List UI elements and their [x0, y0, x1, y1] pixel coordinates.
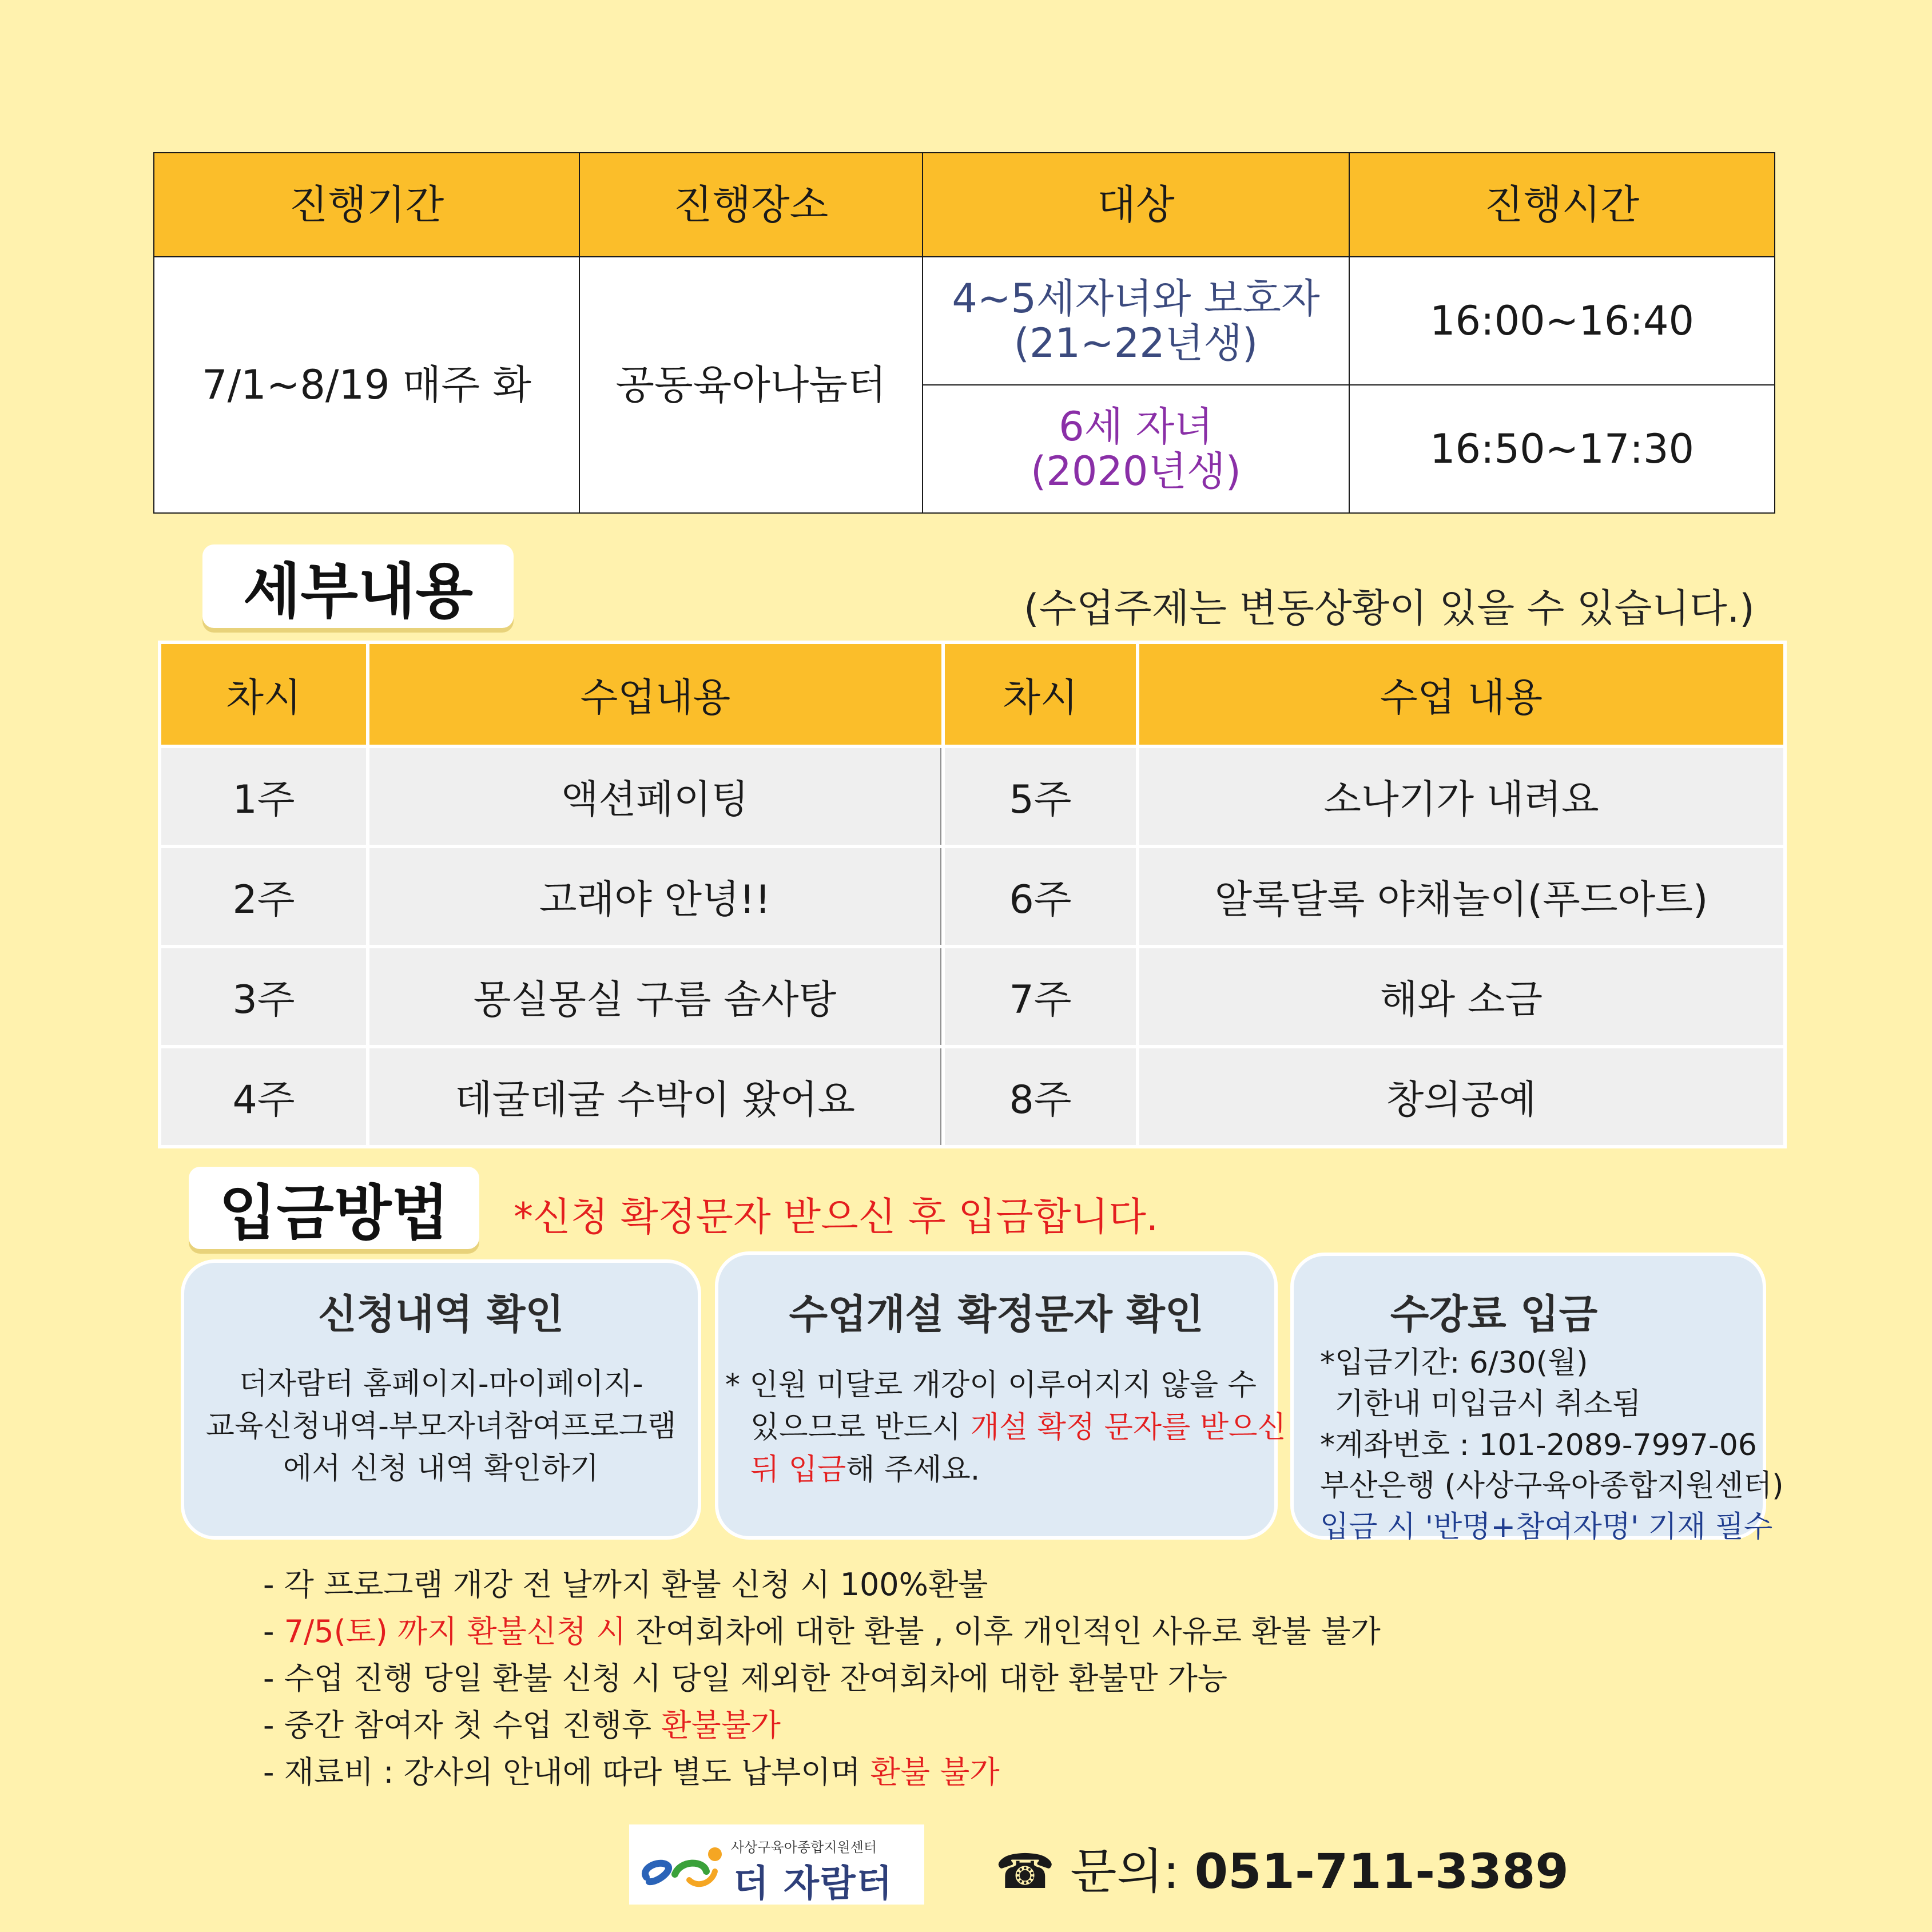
refund-line-4-highlight: 환불불가	[661, 1707, 781, 1743]
lesson-cell: 알록달록 야채놀이(푸드아트)	[1139, 848, 1783, 945]
card-application-check	[181, 1259, 701, 1540]
card-3-text	[1320, 1343, 1784, 1548]
card-2-line3-highlight: 뒤 입금	[750, 1452, 846, 1487]
lesson-header-row	[161, 644, 1783, 745]
card-confirm-message	[715, 1251, 1286, 1540]
card-1-line1: 더자람터 홈페이지-마이페이지-	[238, 1367, 643, 1401]
refund-notes	[263, 1561, 1381, 1796]
lesson-cell: 데굴데굴 수박이 왔어요	[369, 1048, 941, 1145]
lesson-cell: 고래야 안녕!!	[369, 848, 941, 945]
refund-line-5-plain: - 재료비 : 강사의 안내에 따라 별도 납부이며	[263, 1754, 870, 1790]
week-cell: 1주	[161, 748, 366, 845]
target-cell-2	[923, 385, 1349, 513]
refund-line-2	[263, 1608, 1381, 1655]
week-cell: 8주	[945, 1048, 1136, 1145]
target-2-line1: 6세 자녀	[1059, 403, 1213, 450]
target-1-line1: 4~5세자녀와 보호자	[952, 275, 1320, 322]
place-cell: 공동육아나눔터	[579, 257, 923, 513]
payment-title: 입금방법	[189, 1167, 479, 1249]
header-lesson-a: 수업내용	[369, 644, 941, 745]
week-cell: 6주	[945, 848, 1136, 945]
logo-mark-icon	[635, 1837, 726, 1894]
target-1-line2: (21~22년생)	[1013, 320, 1258, 367]
header-week-b: 차시	[945, 644, 1136, 745]
refund-line-5-highlight: 환불 불가	[870, 1754, 1000, 1790]
card-1-line3: 에서 신청 내역 확인하기	[283, 1451, 599, 1486]
week-cell: 3주	[161, 948, 366, 1045]
card-3-line4: 부산은행 (사상구육아종합지원센터)	[1320, 1469, 1784, 1504]
table-row	[161, 748, 1783, 845]
card-2-line2	[725, 1407, 1286, 1449]
phone-icon: ☎	[995, 1843, 1055, 1899]
card-2-line2-highlight: 개설 확정 문자를 받으신	[970, 1410, 1286, 1445]
schedule-header-row	[154, 153, 1775, 257]
payment-note: *신청 확정문자 받으신 후 입금합니다.	[514, 1195, 1159, 1240]
week-cell: 4주	[161, 1048, 366, 1145]
logo-name: 더 자람터	[733, 1863, 893, 1905]
target-cell-1	[923, 257, 1349, 385]
table-row	[161, 848, 1783, 945]
card-2-line3-plain: 해 주세요.	[846, 1452, 980, 1487]
logo-subtitle: 사상구육아종합지원센터	[731, 1839, 877, 1855]
card-2-line1: * 인원 미달로 개강이 이루어지지 않을 수	[725, 1368, 1257, 1402]
refund-line-3: - 수업 진행 당일 환불 신청 시 당일 제외한 잔여회차에 대한 환불만 가능	[263, 1660, 1228, 1696]
card-1-title: 신청내역 확인	[317, 1291, 565, 1338]
time-cell-1: 16:00~16:40	[1349, 257, 1775, 385]
card-3-line3: *계좌번호 : 101-2089-7997-06	[1320, 1428, 1757, 1462]
time-cell-2: 16:50~17:30	[1349, 385, 1775, 513]
details-title: 세부내용	[202, 544, 514, 628]
refund-line-4-plain: - 중간 참여자 첫 수업 진행후	[263, 1707, 662, 1743]
schedule-row-1	[154, 257, 1775, 385]
card-3-line5: 입금 시 '반명+참여자명' 기재 필수	[1320, 1510, 1773, 1544]
lesson-cell: 해와 소금	[1139, 948, 1783, 1045]
table-row	[161, 1048, 1783, 1145]
lesson-cell: 액션페이팅	[369, 748, 941, 845]
refund-line-1: - 각 프로그램 개강 전 날까지 환불 신청 시 100%환불	[263, 1567, 988, 1603]
header-period: 진행기간	[154, 153, 579, 257]
card-1-line2: 교육신청내역-부모자녀참여프로그램	[205, 1409, 677, 1444]
card-2-text	[725, 1365, 1286, 1491]
header-time: 진행시간	[1349, 153, 1775, 257]
week-cell: 7주	[945, 948, 1136, 1045]
card-2-title: 수업개설 확정문자 확인	[789, 1291, 1204, 1338]
card-3-title: 수강료 입금	[1390, 1291, 1598, 1338]
period-cell: 7/1~8/19 매주 화	[154, 257, 579, 513]
target-2-line2: (2020년생)	[1030, 448, 1241, 495]
week-cell: 5주	[945, 748, 1136, 845]
refund-line-2-dash: -	[263, 1613, 284, 1649]
refund-line-2-highlight: 7/5(토) 까지 환불신청 시	[284, 1613, 626, 1649]
refund-line-5	[263, 1749, 1381, 1796]
card-2-line3	[725, 1449, 1286, 1492]
header-week-a: 차시	[161, 644, 366, 745]
center-logo	[629, 1824, 924, 1905]
header-place: 진행장소	[579, 153, 923, 257]
header-lesson-b: 수업 내용	[1139, 644, 1783, 745]
table-row	[161, 948, 1783, 1045]
lesson-cell: 몽실몽실 구름 솜사탕	[369, 948, 941, 1045]
card-2-line2-plain: 있으므로 반드시	[750, 1410, 971, 1445]
card-1-text	[184, 1363, 698, 1490]
header-target: 대상	[923, 153, 1349, 257]
card-3-line2: 기한내 미입금시 취소됨	[1335, 1386, 1641, 1421]
card-fee-deposit	[1290, 1253, 1784, 1544]
week-cell: 2주	[161, 848, 366, 945]
contact-number: 051-711-3389	[1194, 1843, 1569, 1899]
schedule-table	[153, 152, 1775, 514]
lesson-cell: 창의공예	[1139, 1048, 1783, 1145]
card-3-line1: *입금기간: 6/30(월)	[1320, 1346, 1588, 1380]
contact-info	[995, 1833, 1569, 1902]
details-note: (수업주제는 변동상황이 있을 수 있습니다.)	[1024, 586, 1755, 631]
lesson-cell: 소나기가 내려요	[1139, 748, 1783, 845]
contact-label: 문의:	[1070, 1843, 1179, 1899]
refund-line-2-rest: 잔여회차에 대한 환불 , 이후 개인적인 사유로 환불 불가	[626, 1613, 1381, 1649]
lesson-table	[158, 641, 1787, 1148]
refund-line-4	[263, 1702, 1381, 1749]
